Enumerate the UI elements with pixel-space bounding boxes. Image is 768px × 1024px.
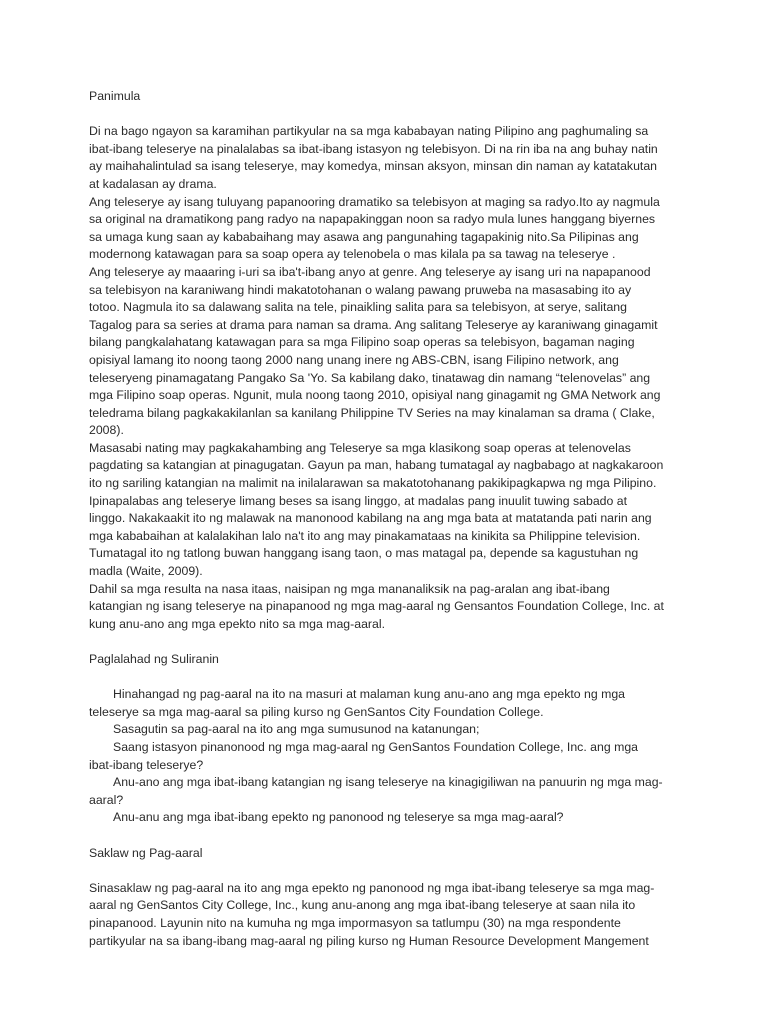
spacer	[89, 106, 689, 124]
saklaw-paragraph-1: Sinasaklaw ng pag-aaral na ito ang mga epekto ng panonood ng mga ibat-ibang teleserye sa mga mag- aaral ng GenSantos City College, Inc., kung anu-anong ang mga ibat-ibang teleserye at saan nila ito pinapanood. Layunin nito na kumuha ng mga impormasyon sa tatlumpu (30) na mga respondente partikyular na sa ibang-ibang mag-aaral ng piling kurso ng Human Resource Development Mangement	[89, 880, 655, 948]
paglalahad-paragraph-2: Sasagutin sa pag-aaral na ito ang mga sumusunod na katanungan;	[113, 722, 480, 737]
section-heading-paglalahad: Paglalahad ng Suliranin	[89, 652, 219, 666]
panimula-paragraph-2: Ang teleserye ay isang tuluyang papanooring dramatiko sa telebisyon at maging sa radyo.Ito ay nagmula sa original na dramatikong pang radyo na napapakinggan noon sa radyo mula lunes hanggang biyernes sa umaga kung saan ay kababaihang may asawa ang pangunahing tagapakinig nito.Sa Pilipinas ang modernong katawagan para sa soap opera ay telenobela o mas kilala pa sa tawag na teleserye .	[89, 194, 660, 262]
question-1-first-line: Saang istasyon pinanonood ng mga mag-aaral ng GenSantos Foundation College, Inc. ang mga	[113, 739, 639, 754]
document-page	[89, 88, 689, 950]
question-2-rest: aaral?	[89, 792, 124, 807]
spacer	[89, 633, 689, 651]
panimula-paragraph-5: Dahil sa mga resulta na nasa itaas, naisipan ng mga mananaliksik na pag-aralan ang ibat-ibang katangian ng isang teleserye na pinapanood ng mga mag-aaral ng Gensantos Foundation College, Inc. at kung anu-ano ang mga epekto nito sa mga mag-aaral.	[89, 581, 664, 631]
question-1-rest: ibat-ibang teleserye?	[89, 757, 204, 772]
question-2-first-line: Anu-ano ang mga ibat-ibang katangian ng isang teleserye na kinagigiliwan na panuurin ng mga mag-	[113, 775, 663, 790]
spacer	[89, 862, 689, 880]
panimula-paragraph-1: Di na bago ngayon sa karamihan partikyular na sa mga kababayan nating Pilipino ang paghumaling sa ibat-ibang teleserye na pinalalabas sa ibat-ibang istasyon ng telebisyon. Di na rin iba na ang buhay natin ay maihahalintulad sa isang teleserye, may komedya, minsan aksyon, minsan din naman ay katatakutan at kadalasan ay drama.	[89, 124, 658, 191]
paglalahad-paragraph-1-rest: teleserye sa mga mag-aaral sa piling kurso ng GenSantos City Foundation College.	[89, 704, 544, 719]
section-heading-panimula: Panimula	[89, 89, 141, 103]
panimula-paragraph-3: Ang teleserye ay maaaring i-uri sa iba't-ibang anyo at genre. Ang teleserye ay isang uri na napapanood sa telebisyon na karaniwang hindi makatotohanan o walang pawang pruweba na masasabing ito ay totoo. Nagmula ito sa dalawang salita na tele, pinaikling salita para sa telebisyon, at serye, salitang Tagalog para sa series at drama para naman sa drama. Ang salitang Teleserye ay karaniwang ginagamit bilang pangkalahatang katawagan para sa mga Filipino soap operas sa telebisyon, bagaman naging opisiyal lamang ito noong taong 2000 nang unang inere ng ABS-CBN, isang Filipino network, ang teleseryeng pinamagatang Pangako Sa 'Yo. Sa kabilang dako, tinatawag din namang “telenovelas” ang mga Filipino soap operas. Ngunit, mula noong taong 2010, opisiyal nang ginagamit ng GMA Network ang teledrama bilang pagkakakilanlan sa kanilang Philippine TV Series na may kinalaman sa drama ( Clake, 2008).	[89, 264, 661, 438]
paglalahad-paragraph-1-first-line: Hinahangad ng pag-aaral na ito na masuri at malaman kung anu-ano ang mga epekto ng mga	[113, 687, 626, 702]
panimula-paragraph-4: Masasabi nating may pagkakahambing ang Teleserye sa mga klasikong soap operas at telenovelas pagdating sa katangian at pinagugatan. Gayun pa man, habang tumatagal ay nagbabago at nagkakaroon ito ng sariling katangian na malimit na inilalarawan sa makatotohanang pakikipagkapwa ng mga Pilipino. Ipinapalabas ang teleserye limang beses sa isang linggo, at madalas pang inuulit tuwing sabado at linggo. Nakakaakit ito ng malawak na manonood kabilang na ang mga bata at matatanda pati narin ang mga kababaihan at kalalakihan lalo na't ito ang may pinakamataas na kinikita sa Philippine television. Tumatagal ito ng tatlong buwan hanggang isang taon, o mas matagal pa, depende sa kagustuhan ng madla (Waite, 2009).	[89, 440, 664, 579]
spacer	[89, 827, 689, 845]
spacer	[89, 669, 689, 687]
section-heading-saklaw: Saklaw ng Pag-aaral	[89, 845, 203, 860]
question-3: Anu-anu ang mga ibat-ibang epekto ng panonood ng teleserye sa mga mag-aaral?	[113, 810, 564, 825]
